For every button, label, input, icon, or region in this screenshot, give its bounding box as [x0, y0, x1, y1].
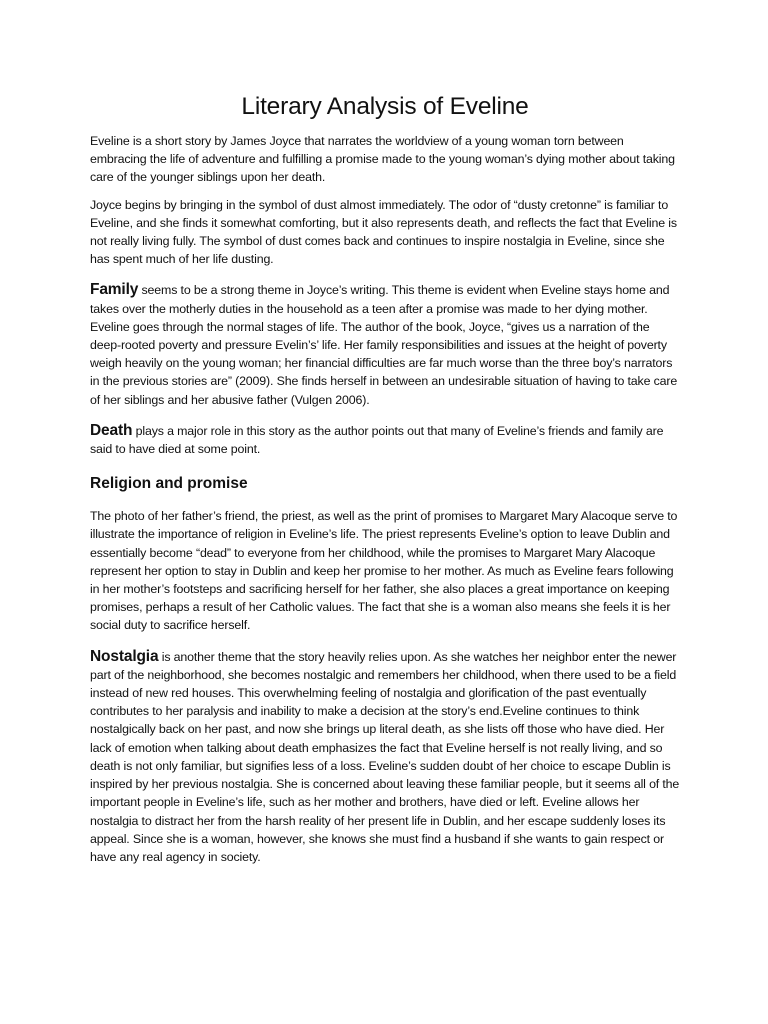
family-body-text: seems to be a strong theme in Joyce’s writing. This theme is evident when Eveline stays home and takes over the motherly duties in the household as a teen after a promise was made to her dying mother. Eveline goes through the normal stages of life. The author of the book, Joyce, “gives us a narration of the deep-rooted poverty and pressure Evelin’s’ life. Her family responsibilities and issues at the height of poverty weigh heavily on the young woman; her financial difficulties are far much worse than the three boy’s narrators in the previous stories are” (2009). She finds herself in between an undesirable situation of having to take care of her siblings and her abusive father (Vulgen 2006). [90, 283, 678, 407]
dust-text-after: almost immediately. The odor of “dusty cretonne” is familiar to Eveline, and she finds it somewhat comforting, but it also represents death, and reflects the fact that Eveline is not really living fully. The symbol of dust comes back and continues to inspire nostalgia in Eveline, since she has spent much of her life dusting. [90, 197, 677, 267]
document-title: Literary Analysis of Eveline [241, 93, 529, 120]
paragraph-death [90, 422, 680, 458]
paragraph-religion: The photo of her father’s friend, the priest, as well as the print of promises to Margaret Mary Alacoque serve to illustrate the importance of religion in Eveline’s life. The priest represents Eveline’s option to leave Dublin and essentially become “dead” to everyone from her childhood, while the promises to Margaret Mary Alacoque represent her option to stay in Dublin and keep her promise to her mother. As much as Eveline fears following in her mother’s footsteps and sacrificing herself for her father, she also places a great importance on keeping promises, perhaps a result of her Catholic values. The fact that she is a woman also means she feels it is her social duty to sacrifice herself. [90, 509, 678, 633]
family-lead-word: Family [90, 281, 139, 299]
paragraph-intro: Eveline is a short story by James Joyce that narrates the worldview of a young woman torn between embracing the life of adventure and fulfilling a promise made to the young woman’s dying mother about taking care of the younger siblings upon her death. [90, 134, 675, 185]
dust-text-before: Joyce begins by bringing in the symbol of [90, 197, 314, 212]
death-body-text: plays a major role in this story as the author points out that many of Eveline’s friends and family are said to have died at some point. [90, 423, 664, 457]
death-lead-word: Death [90, 421, 133, 439]
nostalgia-body-text: is another theme that the story heavily relies upon. As she watches her neighbor enter the newer part of the neighborhood, she becomes nostalgic and remembers her childhood, when there used to be a field instead of new red houses. This overwhelming feeling of nostalgia and glorification of the past eventually contributes to her paralysis and inability to make a decision at the story’s end.Eveline continues to think nostalgically back on her past, and now she brings up literal death, as she lists off those who have died. Her lack of emotion when talking about death emphasizes the fact that Eveline herself is not really living, and so death is not only familiar, but signifies less of a loss. Eveline’s sudden doubt of her choice to escape Dublin is inspired by her previous nostalgia. She is concerned about leaving these familiar people, but it seems all of the important people in Eveline’s life, such as her mother and brothers, have died or left. Eveline allows her nostalgia to distract her from the harsh reality of her present life in Dublin, and her escape suddenly loses its appeal. Since she is a woman, however, she knows she must find a husband if she wants to gain respect or have any real agency in society. [90, 649, 680, 864]
document-page [90, 92, 680, 875]
religion-heading: Religion and promise [90, 475, 248, 493]
nostalgia-lead-word: Nostalgia [90, 647, 159, 665]
paragraph-family [90, 281, 680, 408]
dust-keyword: dust [313, 197, 337, 212]
paragraph-dust [90, 196, 680, 269]
paragraph-nostalgia [90, 648, 680, 866]
